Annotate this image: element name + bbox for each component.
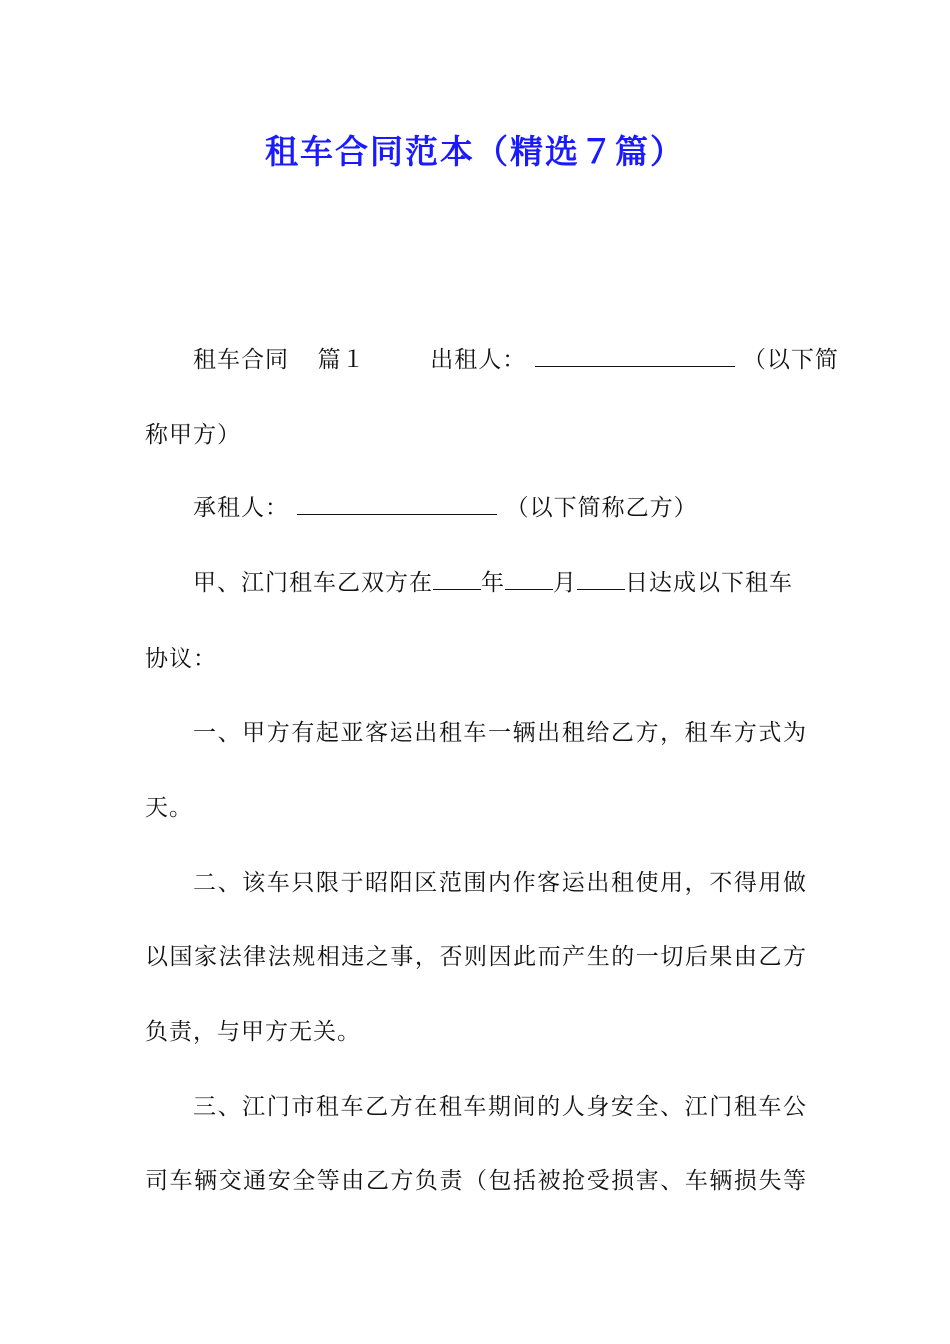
year-blank — [433, 565, 481, 590]
paragraph-line: 称甲方） — [145, 422, 241, 448]
clause-2-line: 二、该车只限于昭阳区范围内作客运出租使用，不得用做 — [193, 870, 807, 896]
day-blank — [577, 565, 625, 590]
document-title: 租车合同范本（精选７篇） — [265, 132, 685, 171]
agreement-date-line — [193, 565, 807, 601]
clause-1-line: 一、甲方有起亚客运出租车一辆出租给乙方，租车方式为 — [193, 720, 807, 746]
paragraph-line: 负责，与甲方无关。 — [145, 1019, 361, 1045]
month-blank — [505, 565, 553, 590]
paragraph-line: 司车辆交通安全等由乙方负责（包括被抢受损害、车辆损失等 — [145, 1168, 807, 1194]
parties-text: 甲、江门租车乙双方在 — [193, 570, 433, 596]
lessee-suffix: （以下简称乙方） — [505, 495, 698, 521]
lessee-label: 承租人： — [193, 495, 289, 521]
contract-part-label: 租车合同 — [193, 347, 289, 373]
contract-heading-line — [193, 342, 839, 378]
lessor-label: 出租人： — [430, 347, 527, 373]
year-label: 年 — [481, 570, 505, 596]
paragraph-line: 天。 — [145, 795, 193, 821]
lessor-suffix: （以下简 — [742, 347, 839, 373]
agreement-text: 日达成以下租车 — [625, 570, 793, 596]
clause-3-line: 三、江门市租车乙方在租车期间的人身安全、江门租车公 — [193, 1094, 807, 1120]
paragraph-line: 协议： — [145, 646, 217, 672]
month-label: 月 — [553, 570, 577, 596]
lessee-line — [193, 490, 807, 526]
lessee-blank — [297, 490, 497, 515]
contract-part-number: 篇１ — [317, 347, 366, 373]
lessor-blank — [535, 342, 735, 367]
paragraph-line: 以国家法律法规相违之事，否则因此而产生的一切后果由乙方 — [145, 944, 807, 970]
